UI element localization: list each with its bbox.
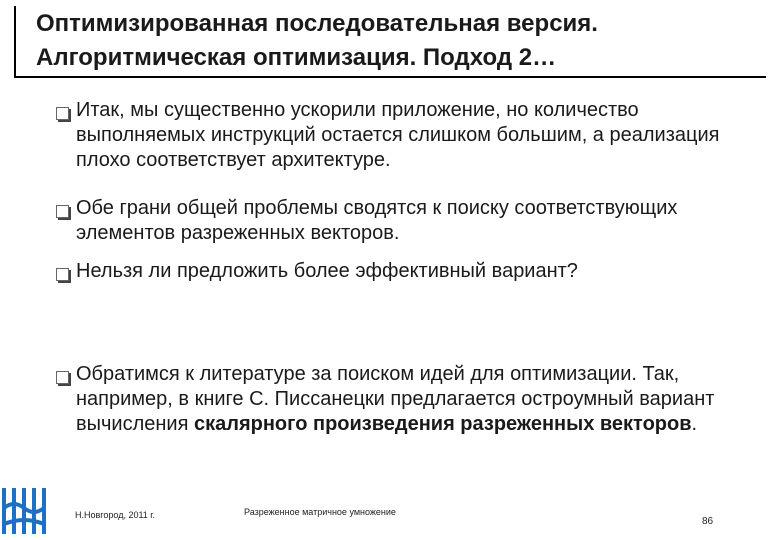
bullet-text-4 <box>76 362 736 437</box>
slide-title-line-2: Алгоритмическая оптимизация. Подход 2… <box>36 44 557 71</box>
bullet-text-1: Итак, мы существенно ускорили приложение, но количество выполняемых инструкций остается слишком большим, а реализация плохо соответствует архитектуре. <box>76 99 720 171</box>
footer-topic: Разреженное матричное умножение <box>244 507 396 517</box>
bullet-text-4-bold: скалярного произведения разреженных векторов <box>194 413 692 435</box>
square-bullet-icon <box>56 371 69 384</box>
bullet-text-4-end: . <box>691 413 698 435</box>
square-bullet-icon <box>56 268 69 281</box>
square-bullet-icon <box>56 107 69 120</box>
bullet-text-2: Обе грани общей проблемы сводятся к поиску соответствующих элементов разреженных векторов. <box>76 197 678 244</box>
page-number: 86 <box>702 516 714 527</box>
square-bullet-icon <box>56 205 69 218</box>
footer-city-year: Н.Новгород, 2011 г. <box>75 510 155 520</box>
title-underline <box>14 76 766 78</box>
bullet-text-4-start: Обратимся к литературе за поиском идей для оптимизации. Так, например, в книге С. Писсанецки предлагается остроумный вариант вычисления <box>76 363 715 435</box>
title-block <box>14 6 766 76</box>
slide-title-line-1: Оптимизированная последовательная версия. <box>36 10 598 37</box>
university-logo-icon <box>0 480 50 540</box>
bullet-text-3: Нельзя ли предложить более эффективный вариант? <box>76 260 578 282</box>
